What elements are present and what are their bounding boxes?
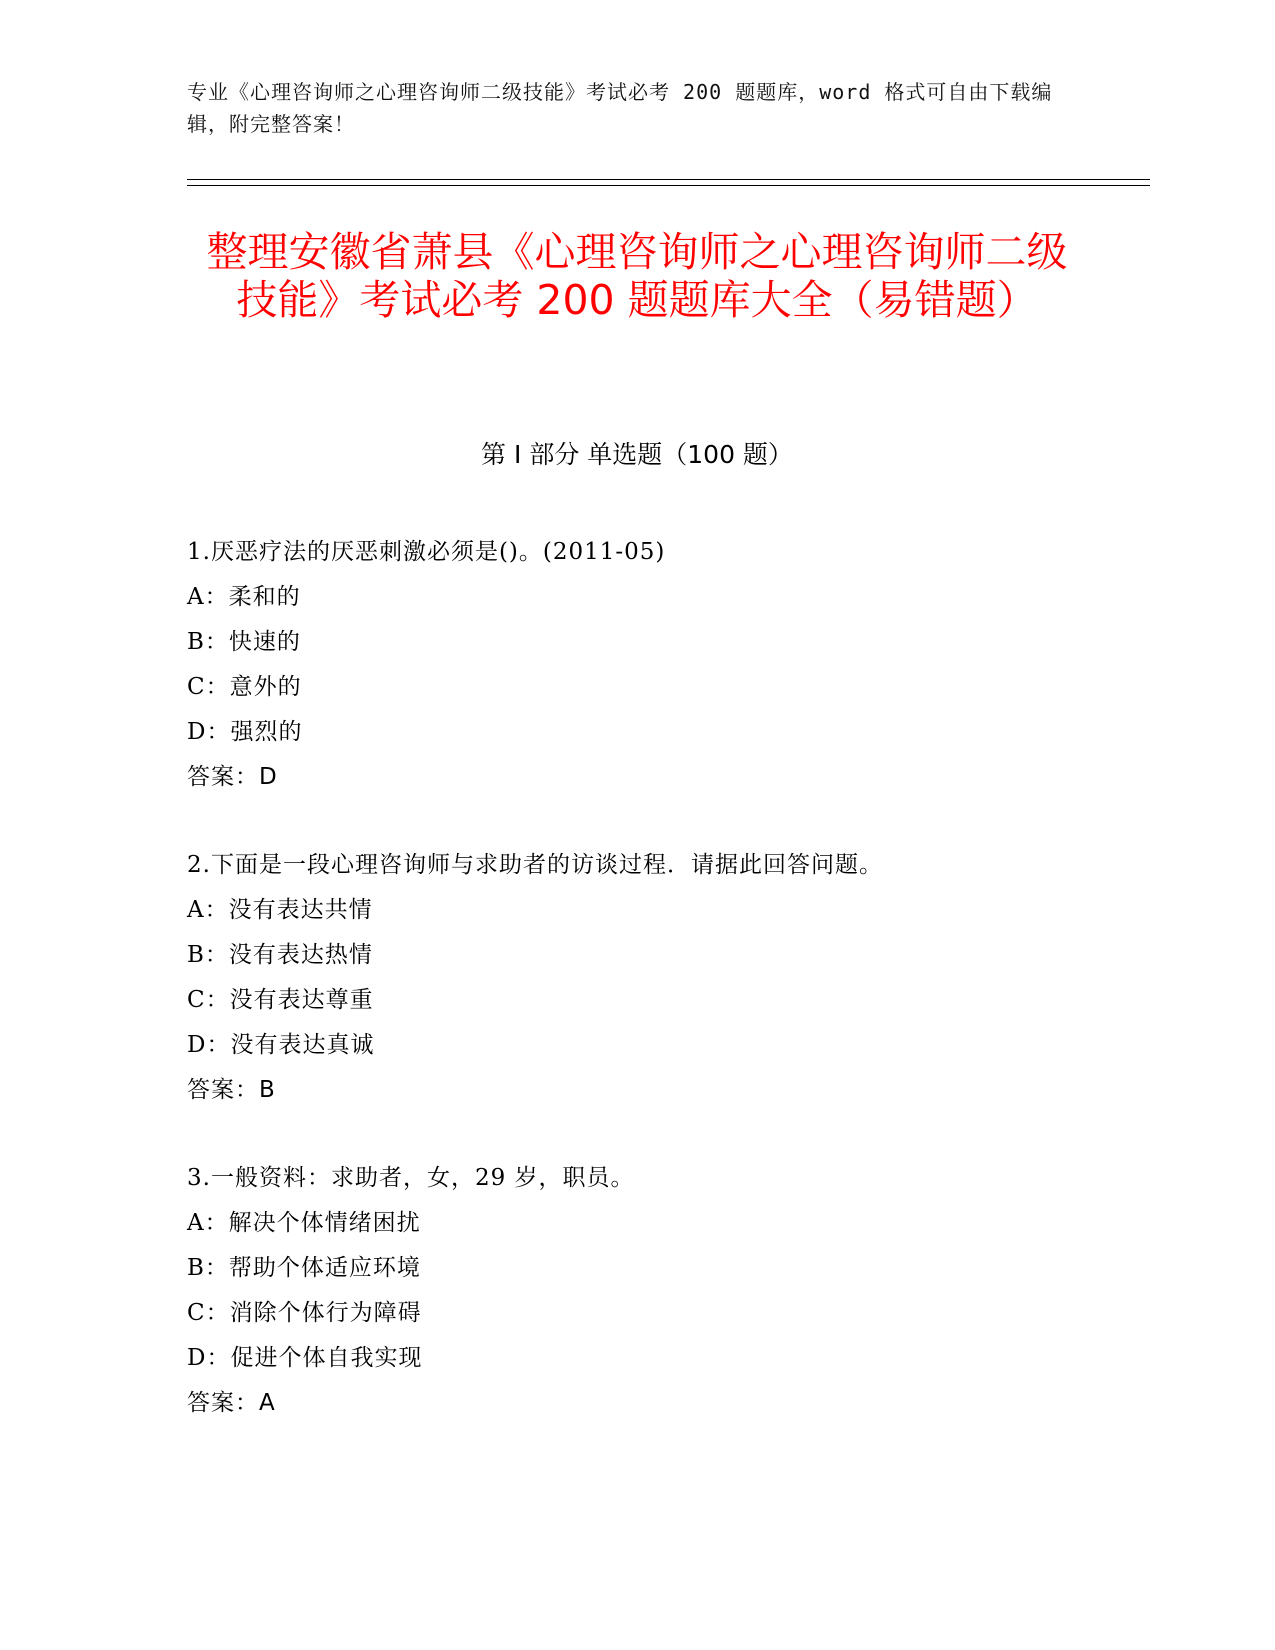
answer: 答案：D [187, 764, 278, 790]
option-a: A：没有表达共情 [187, 897, 373, 923]
section-title: 第 I 部分 单选题（100 题） [481, 440, 793, 469]
question-stem: 3.一般资料：求助者，女，29 岁，职员。 [187, 1165, 635, 1191]
option-c: C：意外的 [187, 674, 302, 700]
question-stem: 1.厌恶疗法的厌恶刺激必须是()。(2011-05) [187, 539, 666, 565]
question-item [187, 843, 1087, 1113]
question-stem: 2.下面是一段心理咨询师与求助者的访谈过程．请据此回答问题。 [187, 852, 883, 878]
document-title: 整理安徽省萧县《心理咨询师之心理咨询师二级技能》考试必考 200 题题库大全（易错题） [206, 228, 1068, 324]
option-b: B：帮助个体适应环境 [187, 1255, 421, 1281]
header-rule-bottom [187, 185, 1150, 186]
header-rule-top [187, 179, 1150, 180]
option-c: C：消除个体行为障碍 [187, 1300, 422, 1326]
option-d: D：强烈的 [187, 719, 303, 745]
option-c: C：没有表达尊重 [187, 987, 374, 1013]
option-b: B：没有表达热情 [187, 942, 373, 968]
header-note: 专业《心理咨询师之心理咨询师二级技能》考试必考 200 题题库，word 格式可自由下载编辑，附完整答案！ [187, 80, 1053, 136]
answer: 答案：B [187, 1077, 276, 1103]
question-item [187, 530, 1087, 800]
question-item [187, 1156, 1087, 1426]
answer: 答案：A [187, 1390, 276, 1416]
option-a: A：解决个体情绪困扰 [187, 1210, 421, 1236]
option-d: D：促进个体自我实现 [187, 1345, 423, 1371]
option-a: A：柔和的 [187, 584, 301, 610]
question-list [187, 530, 1087, 1469]
option-d: D：没有表达真诚 [187, 1032, 375, 1058]
option-b: B：快速的 [187, 629, 301, 655]
